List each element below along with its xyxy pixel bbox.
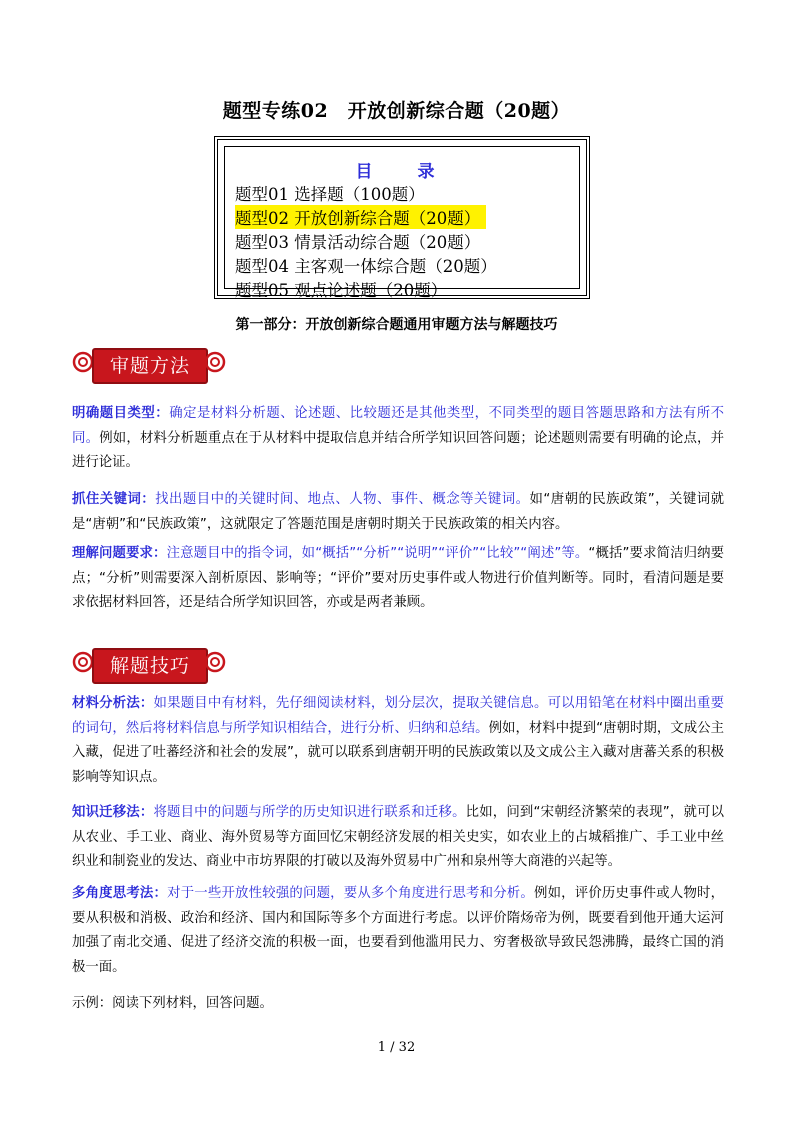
toc-item-current[interactable]: 题型02 开放创新综合题（20题） xyxy=(235,205,486,229)
paragraph-highlight: 如果题目中有材料，先仔细阅读材料，划分层次，提取关键信息。可以用铅笔在材料中圈出重要的词句，然后将材料信息与所学知识相结合，进行分析、归纳和总结。 xyxy=(72,696,725,736)
paragraph-text: 比如，问到“宋朝经济繁荣的表现”，就可以从农业、手工业、商业、海外贸易等方面回忆宋朝经济发展的相关史实，如农业上的占城稻推广、手工业中丝织业和制瓷业的发达、商业中市坊界限的打破以及海外贸易中广州和泉州等大商港的兴起等。 xyxy=(72,805,725,869)
paragraph-text: 如“唐朝的民族政策”，关键词就是“唐朝”和“民族政策”，这就限定了答题范围是唐朝时期关于民族政策的相关内容。 xyxy=(72,492,725,532)
knot-ornament-icon xyxy=(72,651,94,673)
paragraph-text: 例如，评价历史事件或人物时，要从积极和消极、政治和经济、国内和国际等多个方面进行考虑。以评价隋炀帝为例，既要看到他开通大运河加强了南北交通、促进了经济交流的积极一面，也要看到他滥用民力、穷奢极欲导致民怨沸腾，最终亡国的消极一面。 xyxy=(72,886,725,975)
paragraph-text: “概括”要求简洁归纳要点；“分析”则需要深入剖析原因、影响等；“评价”要对历史事件或人物进行价值判断等。同时，看清问题是要求依据材料回答，还是结合所学知识回答，亦或是两者兼顾。 xyxy=(72,546,725,610)
knot-ornament-icon xyxy=(204,651,226,673)
paragraph-label: 理解问题要求： xyxy=(72,546,167,561)
paragraph-highlight: 对于一些开放性较强的问题，要从多个角度进行思考和分析。 xyxy=(167,886,534,901)
tips-paragraph xyxy=(72,692,724,790)
paragraph-highlight: 找出题目中的关键时间、地点、人物、事件、概念等关键词。 xyxy=(155,492,530,507)
part-heading: 第一部分：开放创新综合题通用审题方法与解题技巧 xyxy=(235,317,558,333)
paragraph-label: 知识迁移法： xyxy=(72,805,154,820)
page-title: 题型专练02 开放创新综合题（20题） xyxy=(222,100,571,122)
knot-ornament-icon xyxy=(204,351,226,373)
paragraph-text: 例如，材料分析题重点在于从材料中提取信息并结合所学知识回答问题；论述题则需要有明确的论点，并进行论证。 xyxy=(72,430,725,470)
example-line: 示例：阅读下列材料，回答问题。 xyxy=(72,996,273,1011)
toc-inner-border xyxy=(224,146,580,300)
toc-item[interactable]: 题型04 主客观一体综合题（20题） xyxy=(235,257,497,276)
table-of-contents xyxy=(214,136,590,299)
paragraph-highlight: 注意题目中的指令词，如“概括”“分析”“说明”“评价”“比较”“阐述”等。 xyxy=(166,546,589,561)
toc-item[interactable]: 题型01 选择题（100题） xyxy=(235,185,425,204)
method-paragraph xyxy=(72,542,724,616)
method-paragraph xyxy=(72,402,724,476)
method-paragraph xyxy=(72,488,724,537)
tips-paragraph xyxy=(72,882,724,980)
paragraph-label: 多角度思考法： xyxy=(72,886,168,901)
paragraph-highlight: 确定是材料分析题、论述题、比较题还是其他类型，不同类型的题目答题思路和方法有所不同。 xyxy=(72,406,725,446)
page-number: 1 / 32 xyxy=(377,1040,416,1055)
toc-heading: 目 录 xyxy=(355,162,449,182)
badge-label: 解题技巧 xyxy=(92,648,208,684)
badge-label: 审题方法 xyxy=(92,348,208,384)
paragraph-label: 材料分析法： xyxy=(72,696,154,711)
knot-ornament-icon xyxy=(72,351,94,373)
toc-item[interactable]: 题型03 情景活动综合题（20题） xyxy=(235,233,481,252)
paragraph-text: 例如，材料中提到“唐朝时期，文成公主入藏，促进了吐蕃经济和社会的发展”，就可以联系到唐朝开明的民族政策以及文成公主入藏对唐蕃关系的积极影响等知识点。 xyxy=(72,720,725,785)
paragraph-highlight: 将题目中的问题与所学的历史知识进行联系和迁移。 xyxy=(153,805,466,820)
section-badge-tips xyxy=(72,645,232,685)
paragraph-label: 抓住关键词： xyxy=(72,492,156,507)
paragraph-label: 明确题目类型： xyxy=(72,406,170,421)
toc-item[interactable]: 题型05 观点论述题（20题） xyxy=(235,281,448,300)
tips-paragraph xyxy=(72,801,724,875)
section-badge-review xyxy=(72,345,232,385)
